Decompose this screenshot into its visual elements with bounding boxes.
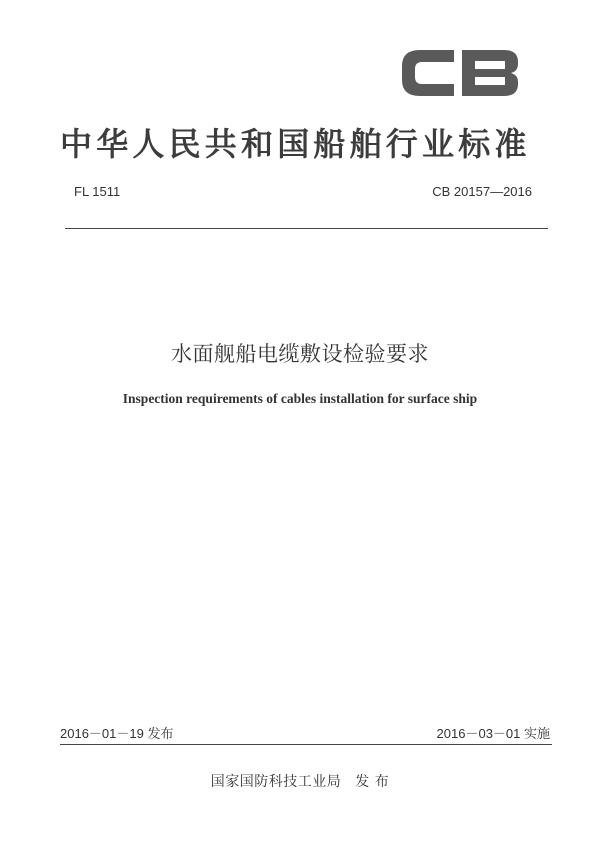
issuer-name: 国家国防科技工业局 (210, 774, 342, 790)
header-divider (65, 228, 548, 229)
document-title-chinese: 水面舰船电缆敷设检验要求 (171, 342, 429, 366)
standard-number: CB 20157—2016 (432, 184, 532, 199)
document-title-english: Inspection requirements of cables installation for surface ship (122, 391, 478, 406)
issuing-authority (0, 771, 600, 791)
classification-code: FL 1511 (74, 184, 121, 199)
footer-divider (60, 744, 552, 745)
implementation-date: 2016－03－01 实施 (436, 726, 550, 741)
standard-category-title: 中华人民共和国船舶行业标准 (60, 125, 531, 163)
issuer-action: 发 布 (355, 774, 390, 790)
cb-logo (398, 44, 522, 102)
issue-date: 2016－01－19 发布 (60, 726, 174, 741)
